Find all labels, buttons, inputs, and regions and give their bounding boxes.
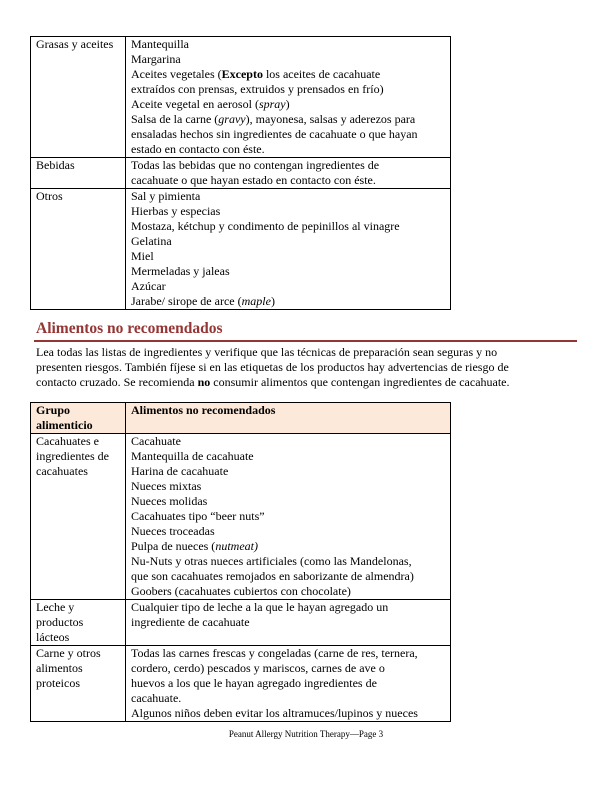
- text-line: [131, 52, 446, 67]
- text-line: [131, 219, 446, 234]
- text-segment: huevos a los que le hayan agregado ingredientes de: [131, 676, 377, 690]
- text-segment: Nueces troceadas: [131, 524, 215, 538]
- text-segment: ): [270, 294, 275, 308]
- text-segment: Mostaza, kétchup y condimento de pepinillos al vinagre: [131, 219, 400, 233]
- food-group-label: proteicos: [36, 676, 80, 690]
- food-group-label: Otros: [36, 189, 63, 203]
- text-segment: Todas las bebidas que no contengan ingredientes de: [131, 158, 380, 172]
- text-line: [131, 249, 446, 264]
- food-group-cell: [31, 434, 126, 600]
- text-segment: ): [285, 97, 290, 111]
- text-segment: Sal y pimienta: [131, 189, 201, 203]
- food-list-cell: [126, 434, 451, 600]
- text-line: [36, 360, 581, 375]
- text-line: [131, 294, 446, 309]
- header-foods-cell: [126, 403, 451, 434]
- text-segment: presenten riesgos. También fíjese si en las etiquetas de los productos hay advertencias de riesgo de: [36, 360, 509, 374]
- food-group-label: alimentos: [36, 661, 83, 675]
- text-segment: Margarina: [131, 52, 181, 66]
- text-segment: ), mayonesa, salsas y aderezos para: [245, 112, 416, 126]
- text-line: [131, 539, 446, 554]
- text-line: [131, 434, 446, 449]
- text-line: [131, 615, 446, 630]
- text-line: [131, 569, 446, 584]
- food-group-cell: [31, 189, 126, 310]
- food-group-cell: [31, 158, 126, 189]
- text-line: [36, 345, 581, 360]
- header-foods-label: Alimentos no recomendados: [131, 403, 276, 417]
- bold-text: no: [197, 375, 211, 389]
- table-row: [31, 600, 451, 646]
- text-line: [131, 464, 446, 479]
- text-line: [131, 584, 446, 599]
- section-intro: [36, 345, 581, 390]
- text-line: [131, 554, 446, 569]
- table-row: [31, 646, 451, 722]
- text-line: [131, 112, 446, 127]
- text-segment: Salsa de la carne (: [131, 112, 219, 126]
- text-segment: Gelatina: [131, 234, 172, 248]
- text-segment: los aceites de cacahuate: [262, 67, 381, 81]
- food-group-label: Leche y: [36, 600, 75, 614]
- bold-text: Excepto: [221, 67, 263, 81]
- text-segment: Mantequilla de cacahuate: [131, 449, 254, 463]
- header-group-cell: [31, 403, 126, 434]
- not-recommended-table: [30, 402, 451, 722]
- text-segment: ingrediente de cacahuate: [131, 615, 250, 629]
- page-footer: Peanut Allergy Nutrition Therapy—Page 3: [228, 729, 384, 739]
- italic-text: spray: [258, 97, 286, 111]
- text-line: [131, 676, 446, 691]
- text-line: [131, 479, 446, 494]
- text-segment: Nueces molidas: [131, 494, 208, 508]
- food-group-label: Grasas y aceites: [36, 37, 114, 51]
- text-segment: Jarabe/ sirope de arce (: [131, 294, 242, 308]
- text-segment: Nueces mixtas: [131, 479, 202, 493]
- text-line: [131, 524, 446, 539]
- text-line: [131, 142, 446, 157]
- text-segment: Goobers (cacahuates cubiertos con chocolate): [131, 584, 351, 598]
- text-segment: consumir alimentos que contengan ingredientes de cacahuate.: [210, 375, 510, 389]
- text-segment: cordero, cerdo) pescados y mariscos, carnes de ave o: [131, 661, 385, 675]
- text-segment: Mermeladas y jaleas: [131, 264, 230, 278]
- text-segment: Harina de cacahuate: [131, 464, 229, 478]
- text-line: [131, 600, 446, 615]
- text-line: [131, 158, 446, 173]
- text-line: [131, 127, 446, 142]
- text-segment: Miel: [131, 249, 154, 263]
- table-row: [31, 158, 451, 189]
- text-line: [131, 189, 446, 204]
- food-list-cell: [126, 158, 451, 189]
- food-list-cell: [126, 600, 451, 646]
- text-line: [131, 37, 446, 52]
- text-line: [131, 264, 446, 279]
- text-line: [131, 494, 446, 509]
- text-segment: Cacahuate: [131, 434, 181, 448]
- food-group-cell: [31, 600, 126, 646]
- text-segment: que son cacahuates remojados en saborizante de almendra): [131, 569, 414, 583]
- text-line: [131, 706, 446, 721]
- text-line: [131, 204, 446, 219]
- text-line: [131, 82, 446, 97]
- table-header-row: [31, 403, 451, 434]
- text-segment: Mantequilla: [131, 37, 189, 51]
- text-segment: Nu-Nuts y otras nueces artificiales (como las Mandelonas,: [131, 554, 412, 568]
- italic-text: gravy: [218, 112, 246, 126]
- text-segment: contacto cruzado. Se recomienda: [36, 375, 198, 389]
- food-group-label: lácteos: [36, 630, 70, 644]
- food-group-cell: [31, 37, 126, 158]
- header-group-line: Grupo: [36, 403, 71, 417]
- food-group-cell: [31, 646, 126, 722]
- table-row: [31, 37, 451, 158]
- text-segment: Hierbas y especias: [131, 204, 221, 218]
- text-segment: extraídos con prensas, extruidos y prensados en frío): [131, 82, 384, 96]
- text-segment: Cualquier tipo de leche a la que le hayan agregado un: [131, 600, 389, 614]
- table-row: [31, 434, 451, 600]
- food-group-label: Cacahuates e: [36, 434, 99, 448]
- allowed-foods-table: [30, 36, 451, 310]
- text-line: [131, 234, 446, 249]
- text-segment: Cacahuates tipo “beer nuts”: [131, 509, 265, 523]
- text-segment: estado en contacto con éste.: [131, 142, 265, 156]
- text-line: [131, 646, 446, 661]
- text-segment: Aceite vegetal en aerosol (: [131, 97, 259, 111]
- section-heading: Alimentos no recomendados: [36, 320, 223, 337]
- food-list-cell: [126, 37, 451, 158]
- text-segment: Todas las carnes frescas y congeladas (carne de res, ternera,: [131, 646, 418, 660]
- food-group-label: ingredientes de: [36, 449, 109, 463]
- food-list-cell: [126, 646, 451, 722]
- text-segment: Lea todas las listas de ingredientes y verifique que las técnicas de preparación sean seguras y no: [36, 345, 498, 359]
- text-line: [131, 97, 446, 112]
- text-line: [131, 509, 446, 524]
- text-line: [131, 173, 446, 188]
- text-segment: ensaladas hechos sin ingredientes de cacahuate o que hayan: [131, 127, 418, 141]
- text-line: [36, 375, 581, 390]
- food-group-label: productos: [36, 615, 84, 629]
- italic-text: nutmeat): [215, 539, 258, 553]
- text-segment: Aceites vegetales (: [131, 67, 222, 81]
- text-line: [131, 661, 446, 676]
- food-group-label: Bebidas: [36, 158, 75, 172]
- heading-rule: [34, 340, 577, 342]
- header-group-line: alimenticio: [36, 418, 93, 432]
- text-segment: Algunos niños deben evitar los altramuces/lupinos y nueces: [131, 706, 418, 720]
- text-segment: Azúcar: [131, 279, 166, 293]
- food-list-cell: [126, 189, 451, 310]
- text-line: [131, 691, 446, 706]
- text-segment: Pulpa de nueces (: [131, 539, 216, 553]
- table-row: [31, 189, 451, 310]
- food-group-label: cacahuates: [36, 464, 88, 478]
- text-line: [131, 449, 446, 464]
- italic-text: maple: [241, 294, 271, 308]
- text-segment: cacahuate.: [131, 691, 182, 705]
- text-segment: cacahuate o que hayan estado en contacto con éste.: [131, 173, 376, 187]
- text-line: [131, 279, 446, 294]
- food-group-label: Carne y otros: [36, 646, 101, 660]
- text-line: [131, 67, 446, 82]
